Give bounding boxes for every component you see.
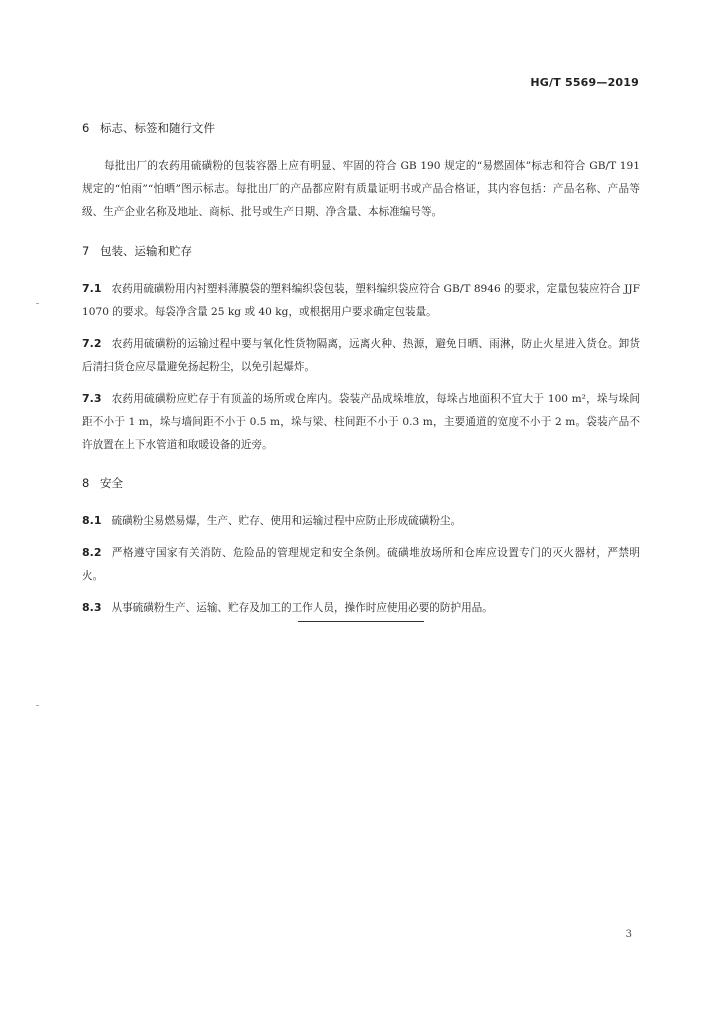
clause-8-1 <box>82 509 640 533</box>
document-body <box>82 118 640 620</box>
standard-code-header: HG/T 5569—2019 <box>530 76 639 89</box>
clause-7-3 <box>82 387 640 457</box>
section-7-heading <box>82 241 640 261</box>
clause-8-3 <box>82 596 640 620</box>
end-of-text-rule <box>298 621 424 622</box>
clause-7-1 <box>82 277 640 324</box>
clause-8-1-number: 8.1 <box>82 514 102 527</box>
scan-margin-mark <box>36 705 39 706</box>
clause-8-2 <box>82 541 640 588</box>
clause-8-2-text: 严格遵守国家有关消防、危险品的管理规定和安全条例。硫磺堆放场所和仓库应设置专门的灭火器材，严禁明火。 <box>82 547 640 582</box>
section-6-number: 6 <box>82 121 90 135</box>
section-6-heading <box>82 118 640 138</box>
clause-8-2-number: 8.2 <box>82 546 102 559</box>
section-6-title: 标志、标签和随行文件 <box>100 121 215 135</box>
clause-7-2-number: 7.2 <box>82 337 102 350</box>
clause-7-3-number: 7.3 <box>82 392 102 405</box>
section-8-title: 安全 <box>100 476 123 490</box>
section-7-number: 7 <box>82 244 90 258</box>
clause-8-3-text: 从事硫磺粉生产、运输、贮存及加工的工作人员，操作时应使用必要的防护用品。 <box>111 602 493 614</box>
section-8-heading <box>82 473 640 493</box>
clause-7-1-number: 7.1 <box>82 282 102 295</box>
clause-7-2-text: 农药用硫磺粉的运输过程中要与氧化性货物隔离，远离火种、热源，避免日晒、雨淋，防止火星进入货仓。卸货后清扫货仓应尽量避免扬起粉尘，以免引起爆炸。 <box>82 338 640 373</box>
section-7-title: 包装、运输和贮存 <box>100 244 192 258</box>
clause-7-1-text: 农药用硫磺粉用内衬塑料薄膜袋的塑料编织袋包装，塑料编织袋应符合 GB/T 8946 的要求，定量包装应符合 JJF 1070 的要求。每袋净含量 25 kg 或 40 kg，或根据用户要求确定包装量。 <box>82 283 640 318</box>
clause-8-3-number: 8.3 <box>82 601 102 614</box>
section-6-body: 每批出厂的农药用硫磺粉的包装容器上应有明显、牢固的符合 GB 190 规定的“易燃固体”标志和符合 GB/T 191 规定的“怕雨”“怕晒”图示标志。每批出厂的产品都应附有质量证明书或产品合格证，其内容包括：产品名称、产品等级、生产企业名称及地址、商标、批号或生产日期、净含量、本标准编号等。 <box>82 160 640 218</box>
clause-7-2 <box>82 332 640 379</box>
clause-8-1-text: 硫磺粉尘易燃易爆，生产、贮存、使用和运输过程中应防止形成硫磺粉尘。 <box>111 515 462 527</box>
page-number: 3 <box>625 929 632 940</box>
section-8-number: 8 <box>82 476 90 490</box>
clause-7-3-text: 农药用硫磺粉应贮存于有顶盖的场所或仓库内。袋装产品成垛堆放，每垛占地面积不宜大于 100 m²，垛与垛间距不小于 1 m，垛与墙间距不小于 0.5 m，垛与梁、柱间距不小于 0.3 m，主要通道的宽度不小于 2 m。袋装产品不许放置在上下水管道和取暖设备的近旁。 <box>82 393 640 451</box>
scan-margin-mark <box>36 303 39 304</box>
